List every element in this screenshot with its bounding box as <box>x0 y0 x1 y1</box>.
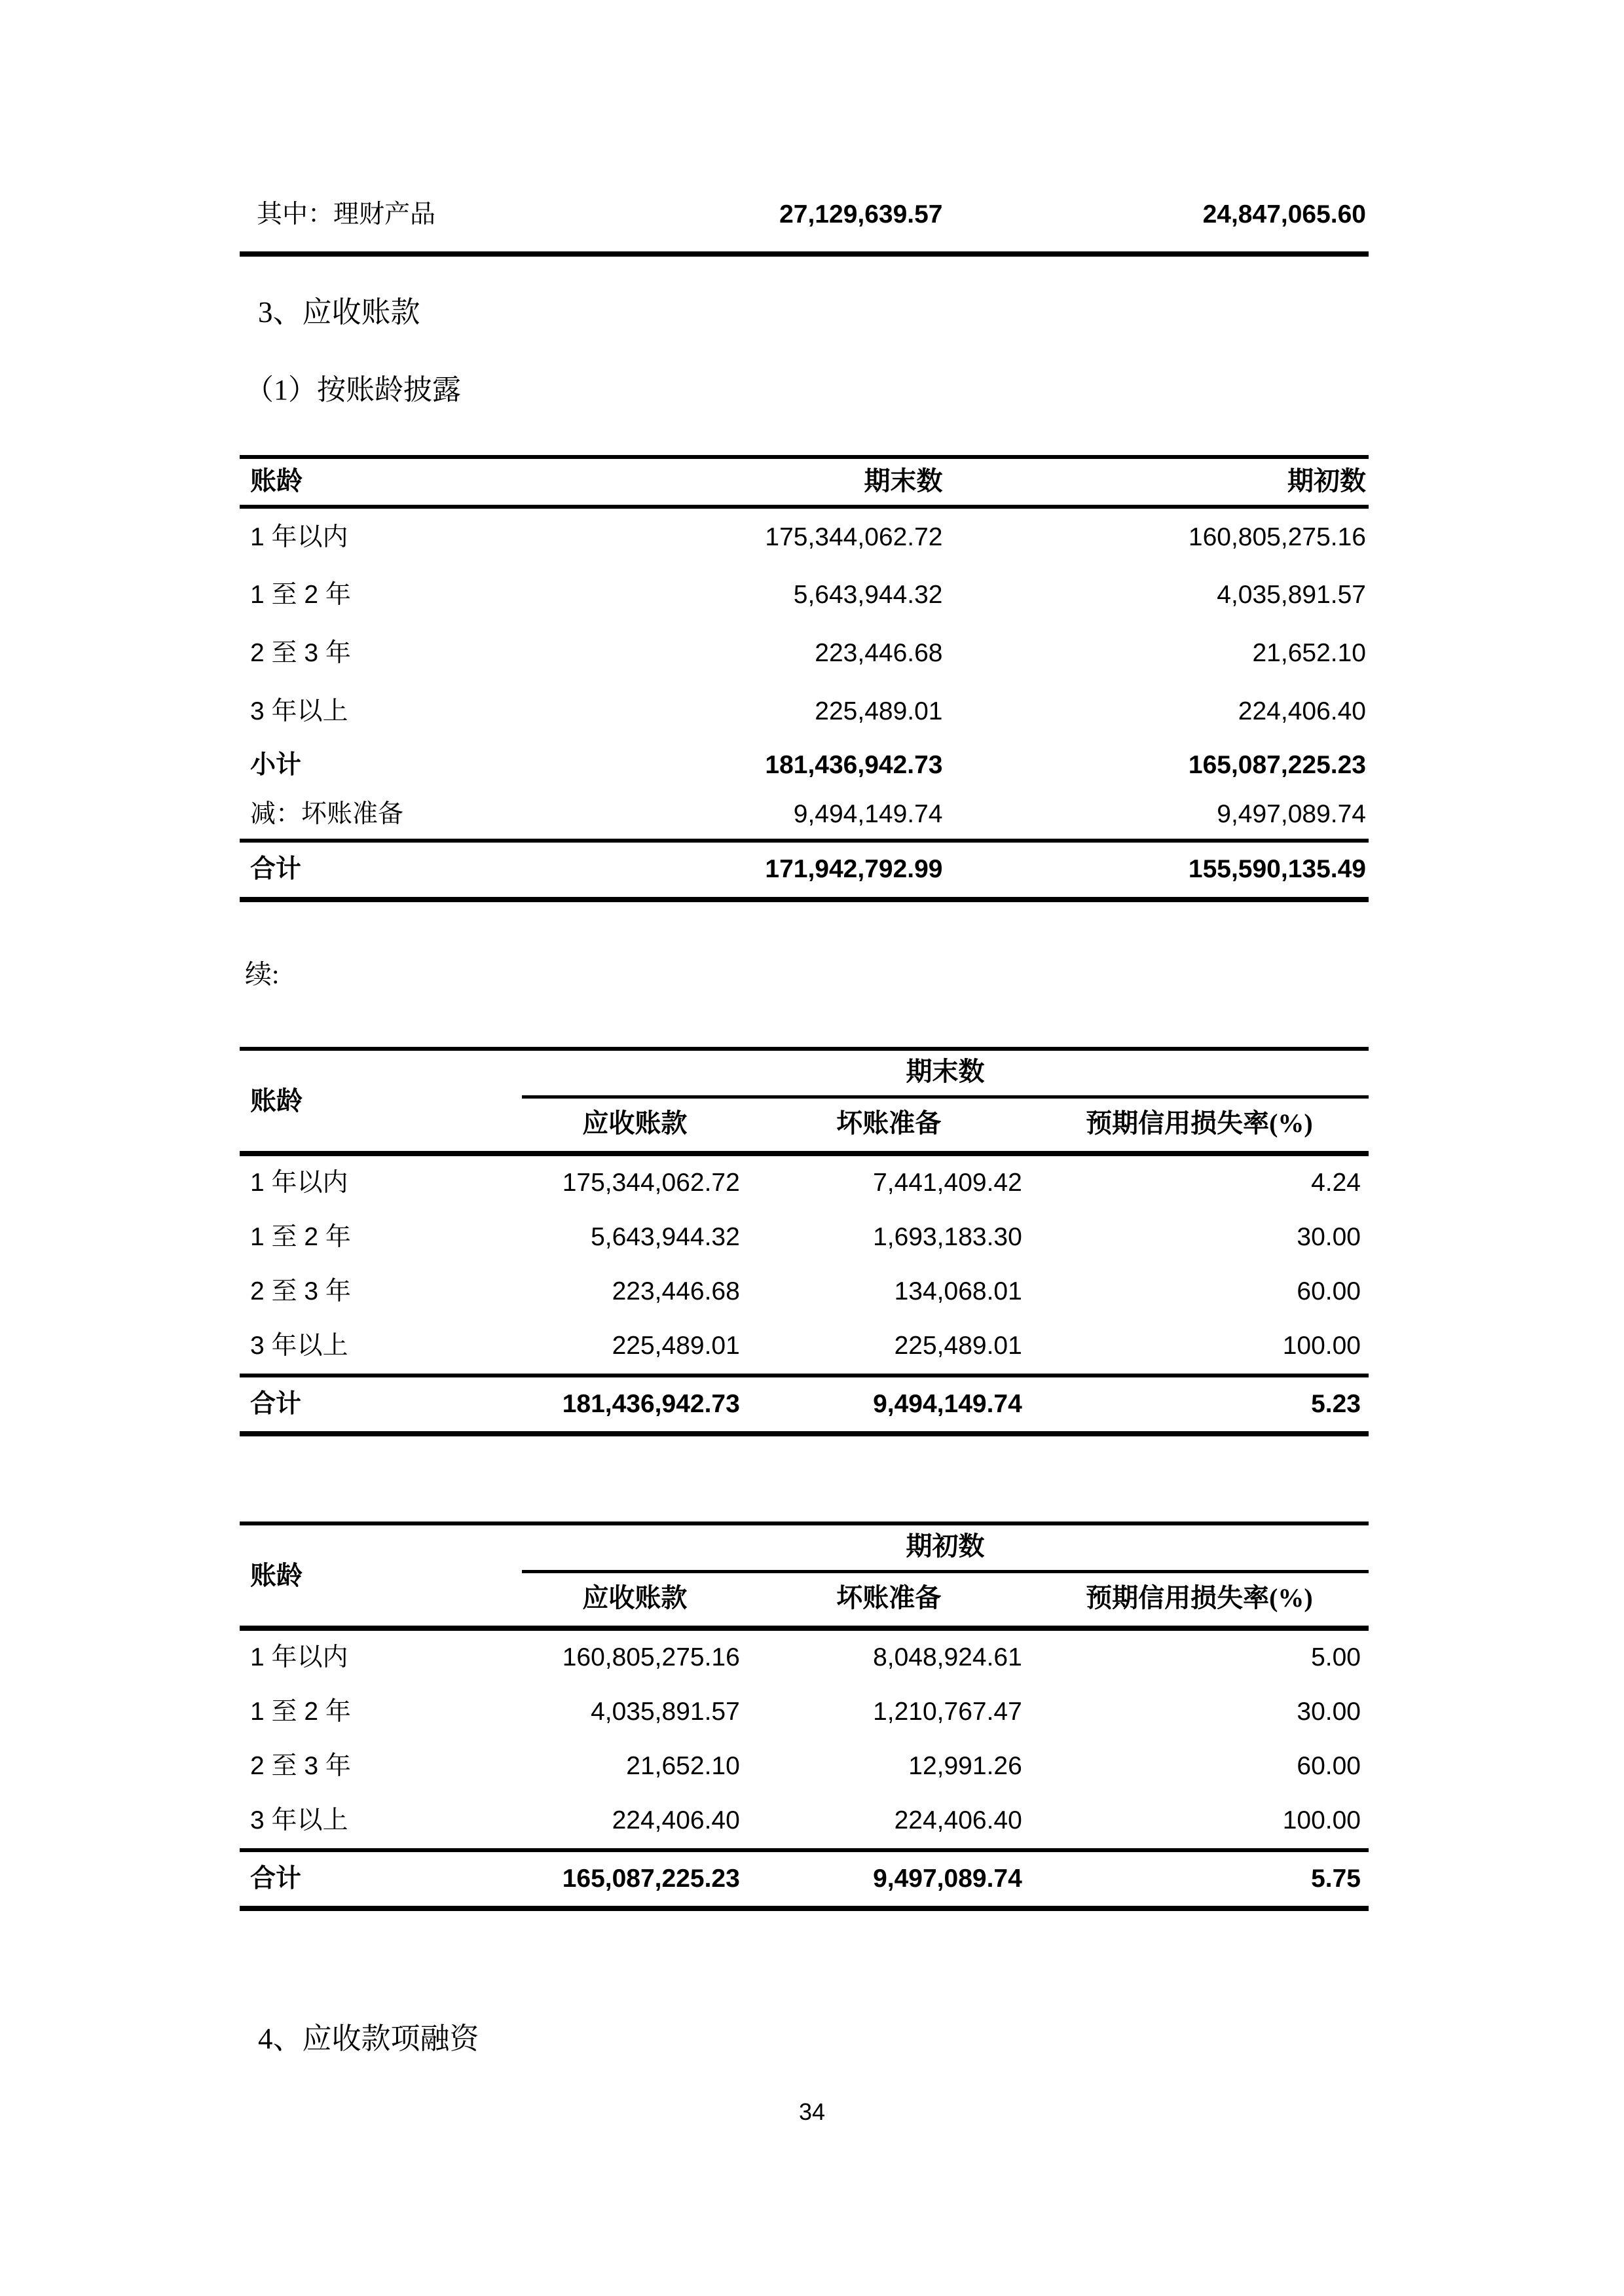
amount-cell: 8,048,924.61 <box>873 1643 1022 1672</box>
aging-column-header: 账龄 <box>240 457 522 507</box>
provision-column-header: 坏账准备 <box>748 1097 1030 1154</box>
rate-cell: 30.00 <box>1297 1223 1361 1252</box>
amount-cell: 9,494,149.74 <box>748 1376 1030 1434</box>
rate-cell: 100.00 <box>1282 1331 1361 1360</box>
rate-cell: 30.00 <box>1297 1698 1361 1726</box>
amount-cell: 155,590,135.49 <box>946 841 1369 900</box>
provision-column-header: 坏账准备 <box>748 1572 1030 1629</box>
amount-cell: 224,406.40 <box>894 1806 1022 1834</box>
section-heading-3: 3、应收账款 <box>258 295 420 329</box>
aging-column-header: 账龄 <box>240 1523 522 1628</box>
rate-cell: 5.23 <box>1030 1376 1369 1434</box>
period-end-span-header: 期末数 <box>522 1049 1369 1097</box>
amount-cell: 165,087,225.23 <box>522 1850 748 1909</box>
table-row <box>240 1794 1369 1850</box>
loss-rate-column-header: 预期信用损失率(%) <box>1030 1572 1369 1629</box>
rate-cell: 100.00 <box>1282 1806 1361 1834</box>
amount-cell: 225,489.01 <box>815 697 943 725</box>
aging-cell: 1 至 2 年 <box>250 1223 351 1252</box>
aging-cell: 3 年以上 <box>250 697 348 725</box>
amount-cell: 7,441,409.42 <box>873 1169 1022 1197</box>
aging-column-header: 账龄 <box>240 1049 522 1154</box>
amount-cell: 9,497,089.74 <box>1217 799 1366 828</box>
section-heading-4: 4、应收款项融资 <box>258 2022 479 2056</box>
rate-cell: 5.00 <box>1311 1643 1361 1672</box>
carryover-row <box>240 200 1369 254</box>
carryover-end-value: 27,129,639.57 <box>522 200 946 254</box>
page-number: 34 <box>798 2098 826 2125</box>
table-row <box>240 566 1369 625</box>
table-row <box>240 683 1369 741</box>
rate-cell: 60.00 <box>1297 1751 1361 1780</box>
aging-summary-table <box>240 455 1369 903</box>
table-row <box>240 1685 1369 1740</box>
amount-cell: 181,436,942.73 <box>765 750 943 779</box>
aging-cell: 减：坏账准备 <box>250 799 404 828</box>
amount-cell: 223,446.68 <box>815 639 943 668</box>
carryover-begin-value: 24,847,065.60 <box>946 200 1369 254</box>
amount-cell: 21,652.10 <box>626 1751 740 1780</box>
carryover-row-table <box>240 200 1369 257</box>
aging-cell: 小计 <box>250 750 302 779</box>
amount-cell: 1,693,183.30 <box>873 1223 1022 1252</box>
amount-cell: 134,068.01 <box>894 1277 1022 1305</box>
amount-cell: 12,991.26 <box>908 1751 1022 1780</box>
aging-cell: 3 年以上 <box>250 1331 348 1360</box>
amount-cell: 160,805,275.16 <box>562 1643 740 1672</box>
period-begin-column-header: 期初数 <box>946 457 1369 507</box>
table-header-row <box>240 1523 1369 1572</box>
amount-cell: 223,446.68 <box>612 1277 740 1305</box>
amount-cell: 165,087,225.23 <box>1188 750 1366 779</box>
total-row <box>240 1850 1369 1909</box>
table-row <box>240 1319 1369 1376</box>
table-header-row <box>240 457 1369 507</box>
less-provision-row <box>240 790 1369 841</box>
aging-cell: 1 至 2 年 <box>250 1698 351 1726</box>
loss-rate-column-header: 预期信用损失率(%) <box>1030 1097 1369 1154</box>
amount-cell: 5,643,944.32 <box>591 1223 740 1252</box>
amount-cell: 5,643,944.32 <box>793 581 943 610</box>
aging-cell: 3 年以上 <box>250 1806 348 1834</box>
table-row <box>240 1265 1369 1319</box>
total-label-cell: 合计 <box>240 1850 522 1909</box>
period-begin-detail-table <box>240 1522 1369 1911</box>
amount-cell: 1,210,767.47 <box>873 1698 1022 1726</box>
aging-cell: 1 年以内 <box>250 522 348 551</box>
total-row <box>240 841 1369 900</box>
total-row <box>240 1376 1369 1434</box>
subsection-heading-1: （1）按账龄披露 <box>245 373 461 406</box>
amount-cell: 225,489.01 <box>894 1331 1022 1360</box>
table-row <box>240 1740 1369 1794</box>
amount-cell: 4,035,891.57 <box>591 1698 740 1726</box>
receivable-column-header: 应收账款 <box>522 1572 748 1629</box>
total-label-cell: 合计 <box>240 1376 522 1434</box>
amount-cell: 175,344,062.72 <box>562 1169 740 1197</box>
period-begin-span-header: 期初数 <box>522 1523 1369 1572</box>
aging-cell: 2 至 3 年 <box>250 1277 351 1305</box>
table-row <box>240 625 1369 683</box>
amount-cell: 21,652.10 <box>1252 639 1366 668</box>
table-row <box>240 507 1369 567</box>
amount-cell: 181,436,942.73 <box>522 1376 748 1434</box>
amount-cell: 4,035,891.57 <box>1217 581 1366 610</box>
amount-cell: 160,805,275.16 <box>1188 522 1366 551</box>
rate-cell: 5.75 <box>1030 1850 1369 1909</box>
aging-cell: 1 年以内 <box>250 1169 348 1197</box>
amount-cell: 225,489.01 <box>612 1331 740 1360</box>
period-end-detail-table <box>240 1047 1369 1436</box>
amount-cell: 9,494,149.74 <box>793 799 943 828</box>
receivable-column-header: 应收账款 <box>522 1097 748 1154</box>
table-row <box>240 1211 1369 1265</box>
amount-cell: 224,406.40 <box>1238 697 1366 725</box>
subtotal-row <box>240 741 1369 790</box>
aging-cell: 1 年以内 <box>250 1643 348 1672</box>
aging-cell: 2 至 3 年 <box>250 639 351 668</box>
aging-cell: 1 至 2 年 <box>250 581 351 610</box>
page-content <box>240 0 1369 2056</box>
continued-label: 续: <box>245 959 280 990</box>
table-header-row <box>240 1049 1369 1097</box>
carryover-label: 其中：理财产品 <box>240 200 522 254</box>
rate-cell: 60.00 <box>1297 1277 1361 1305</box>
amount-cell: 171,942,792.99 <box>522 841 946 900</box>
amount-cell: 9,497,089.74 <box>748 1850 1030 1909</box>
table-row <box>240 1628 1369 1685</box>
total-label-cell: 合计 <box>240 841 522 900</box>
aging-cell: 2 至 3 年 <box>250 1751 351 1780</box>
period-end-column-header: 期末数 <box>522 457 946 507</box>
amount-cell: 224,406.40 <box>612 1806 740 1834</box>
rate-cell: 4.24 <box>1311 1169 1361 1197</box>
amount-cell: 175,344,062.72 <box>765 522 943 551</box>
table-row <box>240 1154 1369 1211</box>
